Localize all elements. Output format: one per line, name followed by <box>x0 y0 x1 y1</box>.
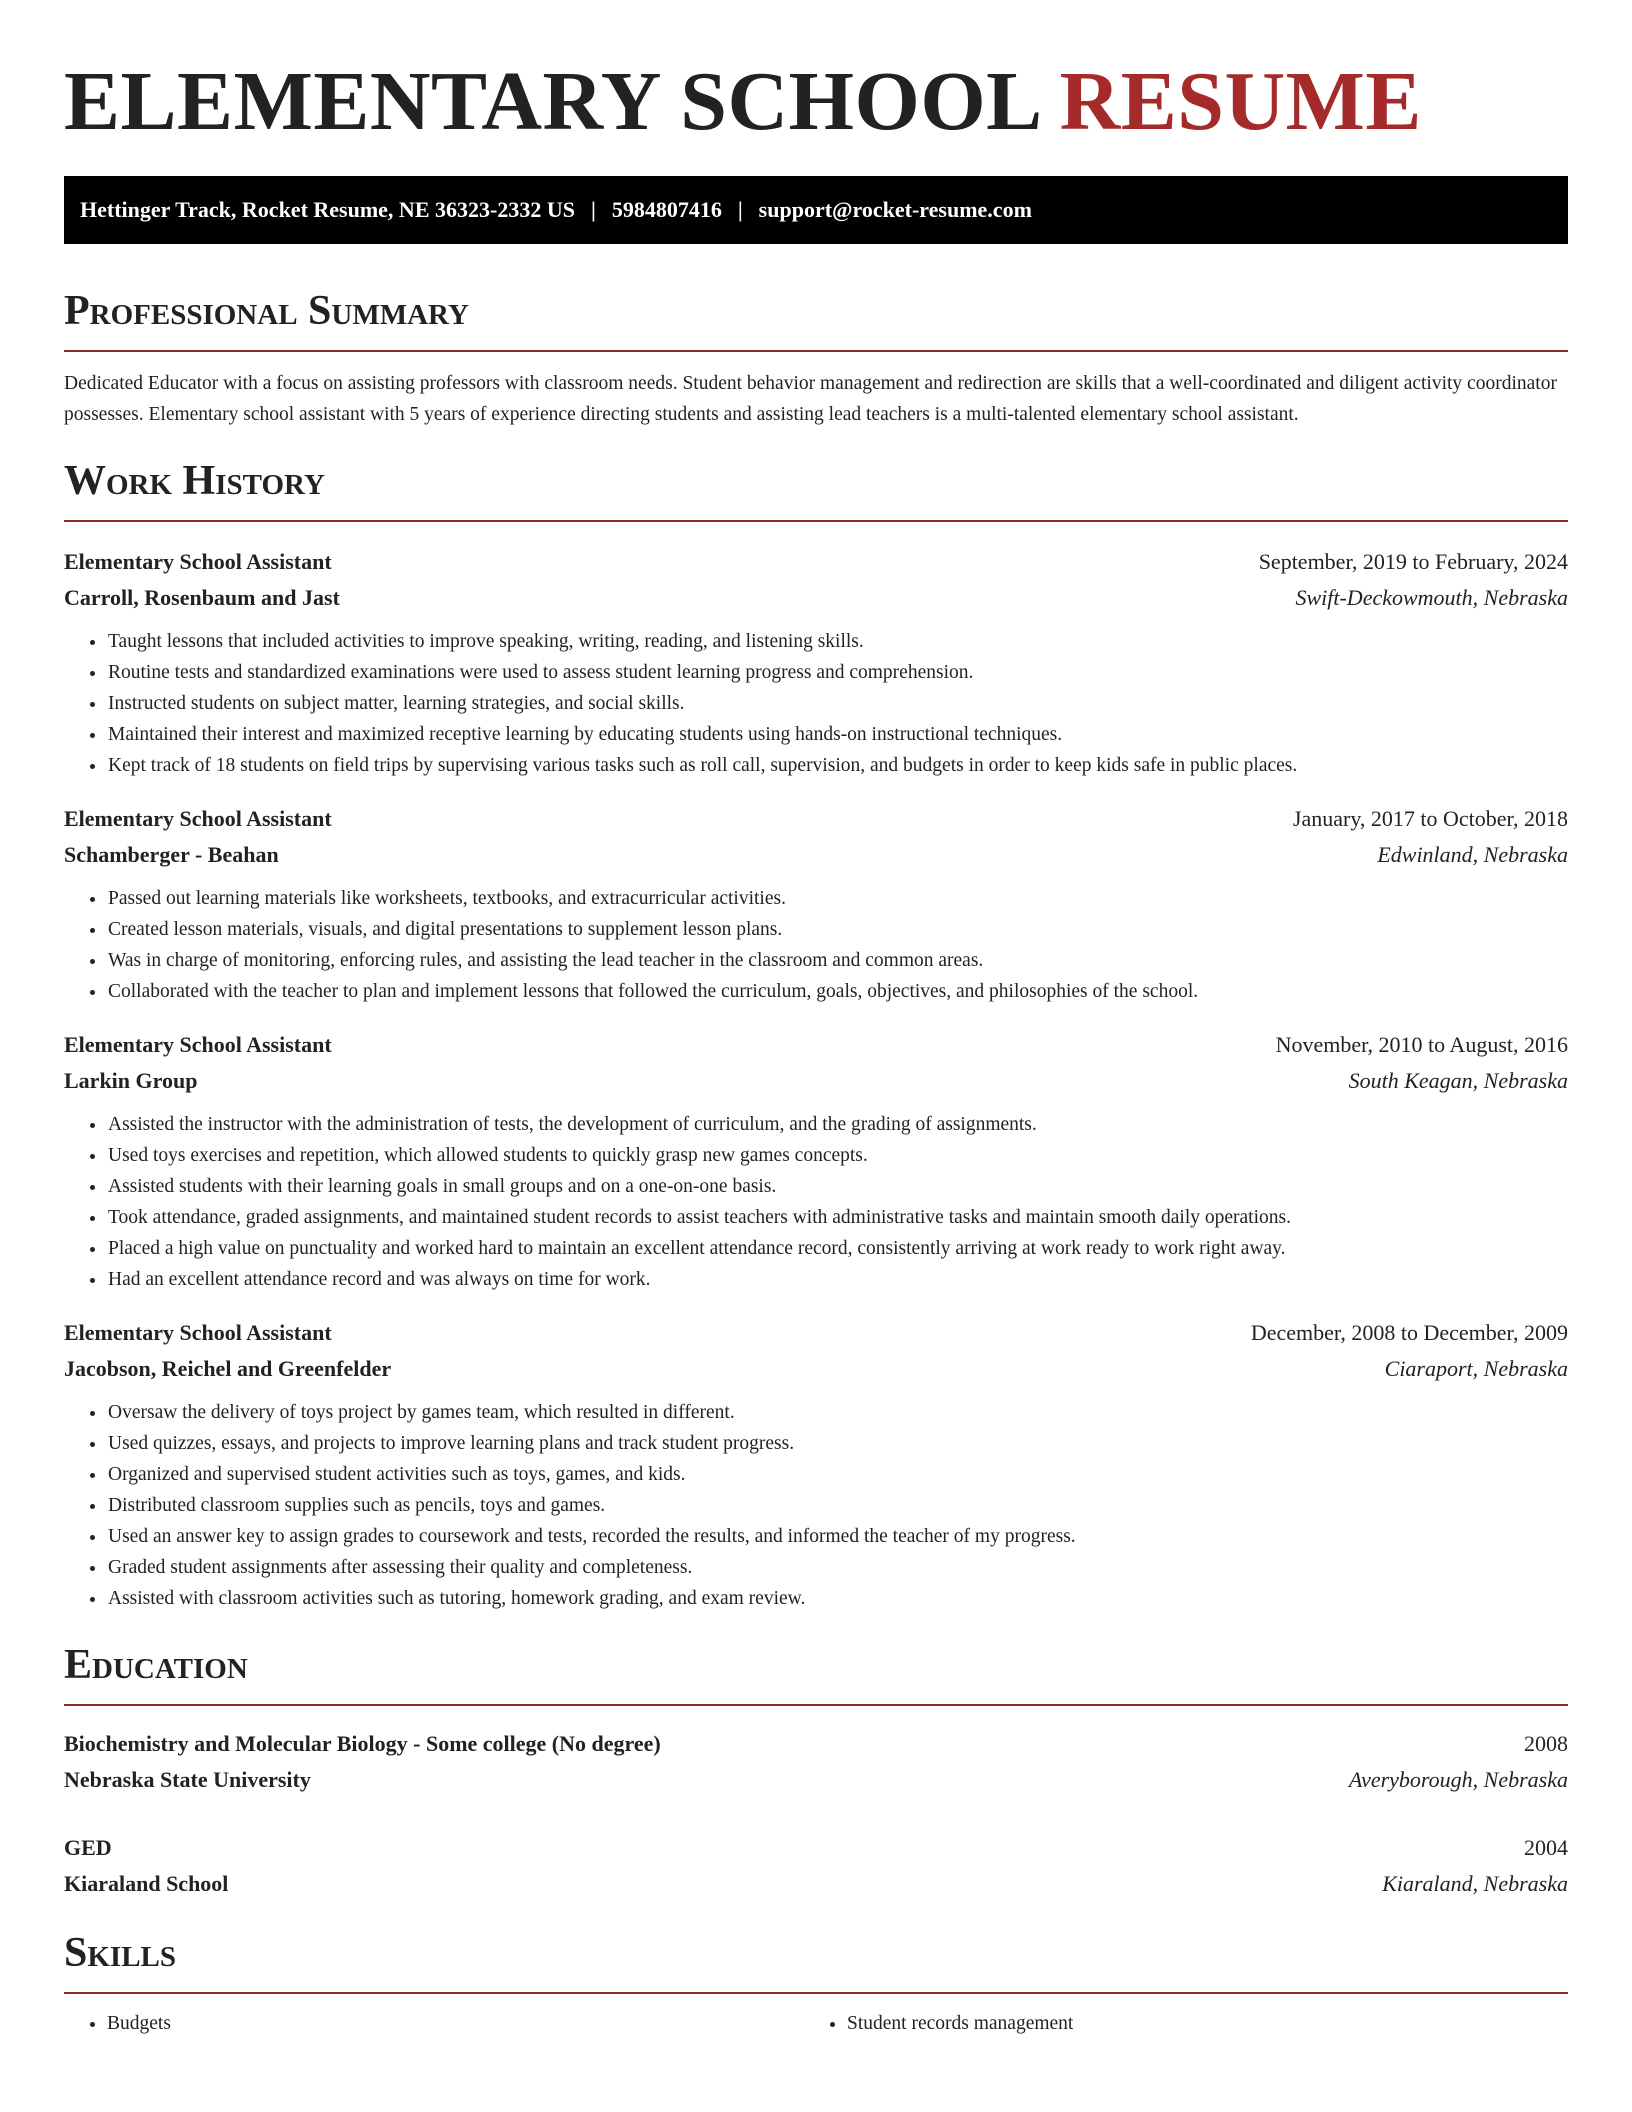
job-entry <box>64 1027 1568 1295</box>
contact-email: support@rocket-resume.com <box>758 197 1032 222</box>
job-bullet: • Graded student assignments after assessing their quality and completeness. <box>107 1552 1568 1583</box>
skills-heading: Skills <box>64 1928 1568 1994</box>
job-bullet: • Assisted the instructor with the administration of tests, the development of curriculum, and the grading of assignments. <box>107 1109 1568 1140</box>
skills-column-left <box>64 2008 804 2039</box>
education-school: Nebraska State University <box>64 1767 311 1792</box>
work-history-heading: Work History <box>64 456 1568 522</box>
job-bullet: • Had an excellent attendance record and was always on time for work. <box>107 1264 1568 1295</box>
resume-title <box>64 0 1568 152</box>
job-bullet: • Created lesson materials, visuals, and digital presentations to supplement lesson plans. <box>107 914 1568 945</box>
job-company: Jacobson, Reichel and Greenfelder <box>64 1356 392 1381</box>
education-year: 2008 <box>1524 1731 1568 1756</box>
job-title: Elementary School Assistant <box>64 1320 332 1345</box>
job-title-row <box>64 1027 1568 1063</box>
title-main: ELEMENTARY SCHOOL <box>64 55 1039 148</box>
job-company-row <box>64 580 1568 616</box>
job-bullet: • Maintained their interest and maximized receptive learning by educating students using hands-on instructional techniques. <box>107 719 1568 750</box>
job-bullet: • Routine tests and standardized examinations were used to assess student learning progress and comprehension. <box>107 657 1568 688</box>
job-bullet: • Took attendance, graded assignments, and maintained student records to assist teachers with administrative tasks and maintain smooth daily operations. <box>107 1202 1568 1233</box>
job-bullet: • Instructed students on subject matter, learning strategies, and social skills. <box>107 688 1568 719</box>
job-bullet: • Oversaw the delivery of toys project by games team, which resulted in different. <box>107 1397 1568 1428</box>
skill-item: • Budgets <box>107 2008 804 2039</box>
education-location: Averyborough, Nebraska <box>1348 1767 1568 1792</box>
job-bullets <box>64 1397 1568 1614</box>
skills-column-right <box>804 2008 1544 2039</box>
job-bullet: • Assisted students with their learning goals in small groups and on a one-on-one basis. <box>107 1171 1568 1202</box>
job-bullet: • Assisted with classroom activities such as tutoring, homework grading, and exam review. <box>107 1583 1568 1614</box>
job-company-row <box>64 1351 1568 1387</box>
job-bullets <box>64 626 1568 781</box>
job-bullet: • Used toys exercises and repetition, which allowed students to quickly grasp new games concepts. <box>107 1140 1568 1171</box>
job-bullet: • Collaborated with the teacher to plan and implement lessons that followed the curriculum, goals, objectives, and philosophies of the school. <box>107 976 1568 1007</box>
contact-separator: | <box>737 197 743 222</box>
job-title-row <box>64 544 1568 580</box>
job-title-row <box>64 1315 1568 1351</box>
education-school-row <box>64 1762 1568 1798</box>
job-company: Larkin Group <box>64 1068 198 1093</box>
education-degree: GED <box>64 1835 112 1860</box>
job-dates: September, 2019 to February, 2024 <box>1258 549 1568 574</box>
title-accent: RESUME <box>1059 55 1422 148</box>
job-title: Elementary School Assistant <box>64 549 332 574</box>
education-location: Kiaraland, Nebraska <box>1382 1871 1568 1896</box>
job-location: Edwinland, Nebraska <box>1377 842 1568 867</box>
education-school-row <box>64 1866 1568 1902</box>
education-heading: Education <box>64 1640 1568 1706</box>
job-entry <box>64 1315 1568 1614</box>
job-entry <box>64 801 1568 1007</box>
job-bullets <box>64 883 1568 1007</box>
job-company: Carroll, Rosenbaum and Jast <box>64 585 340 610</box>
job-bullet: • Placed a high value on punctuality and worked hard to maintain an excellent attendance record, consistently arriving at work ready to work right away. <box>107 1233 1568 1264</box>
summary-heading: Professional Summary <box>64 286 1568 352</box>
education-degree-row <box>64 1830 1568 1866</box>
job-dates: December, 2008 to December, 2009 <box>1250 1320 1568 1345</box>
contact-address: Hettinger Track, Rocket Resume, NE 36323-2332 US <box>80 197 575 222</box>
education-school: Kiaraland School <box>64 1871 229 1896</box>
job-dates: January, 2017 to October, 2018 <box>1292 806 1568 831</box>
job-title-row <box>64 801 1568 837</box>
job-bullet: • Distributed classroom supplies such as pencils, toys and games. <box>107 1490 1568 1521</box>
job-company: Schamberger - Beahan <box>64 842 279 867</box>
job-bullet: • Used quizzes, essays, and projects to improve learning plans and track student progress. <box>107 1428 1568 1459</box>
job-dates: November, 2010 to August, 2016 <box>1275 1032 1568 1057</box>
job-location: Ciaraport, Nebraska <box>1384 1356 1568 1381</box>
job-bullet: • Was in charge of monitoring, enforcing rules, and assisting the lead teacher in the classroom and common areas. <box>107 945 1568 976</box>
education-entry <box>64 1726 1568 1798</box>
job-bullets <box>64 1109 1568 1295</box>
job-entry <box>64 544 1568 781</box>
skills-list <box>64 2008 1568 2039</box>
job-bullet: • Kept track of 18 students on field trips by supervising various tasks such as roll call, supervision, and budgets in order to keep kids safe in public places. <box>107 750 1568 781</box>
job-location: South Keagan, Nebraska <box>1348 1068 1568 1093</box>
education-entry <box>64 1830 1568 1902</box>
contact-separator: | <box>590 197 596 222</box>
job-bullet: • Passed out learning materials like worksheets, textbooks, and extracurricular activities. <box>107 883 1568 914</box>
job-bullet: • Organized and supervised student activities such as toys, games, and kids. <box>107 1459 1568 1490</box>
contact-phone: 5984807416 <box>611 197 722 222</box>
education-degree: Biochemistry and Molecular Biology - Some college (No degree) <box>64 1731 661 1756</box>
job-company-row <box>64 1063 1568 1099</box>
education-year: 2004 <box>1524 1835 1568 1860</box>
resume-page <box>64 0 1568 2039</box>
education-degree-row <box>64 1726 1568 1762</box>
job-title: Elementary School Assistant <box>64 806 332 831</box>
skill-item: • Student records management <box>847 2008 1544 2039</box>
job-bullet: • Used an answer key to assign grades to coursework and tests, recorded the results, and informed the teacher of my progress. <box>107 1521 1568 1552</box>
job-bullet: • Taught lessons that included activities to improve speaking, writing, reading, and listening skills. <box>107 626 1568 657</box>
job-title: Elementary School Assistant <box>64 1032 332 1057</box>
job-company-row <box>64 837 1568 873</box>
job-location: Swift-Deckowmouth, Nebraska <box>1295 585 1568 610</box>
summary-text: Dedicated Educator with a focus on assisting professors with classroom needs. Student behavior management and redirection are skills that a well-coordinated and diligent activity coordinator possesses. Elementary school assistant with 5 years of experience directing students and assisting lead teachers is a multi-talented elementary school assistant. <box>64 373 1557 425</box>
contact-bar <box>64 176 1568 244</box>
